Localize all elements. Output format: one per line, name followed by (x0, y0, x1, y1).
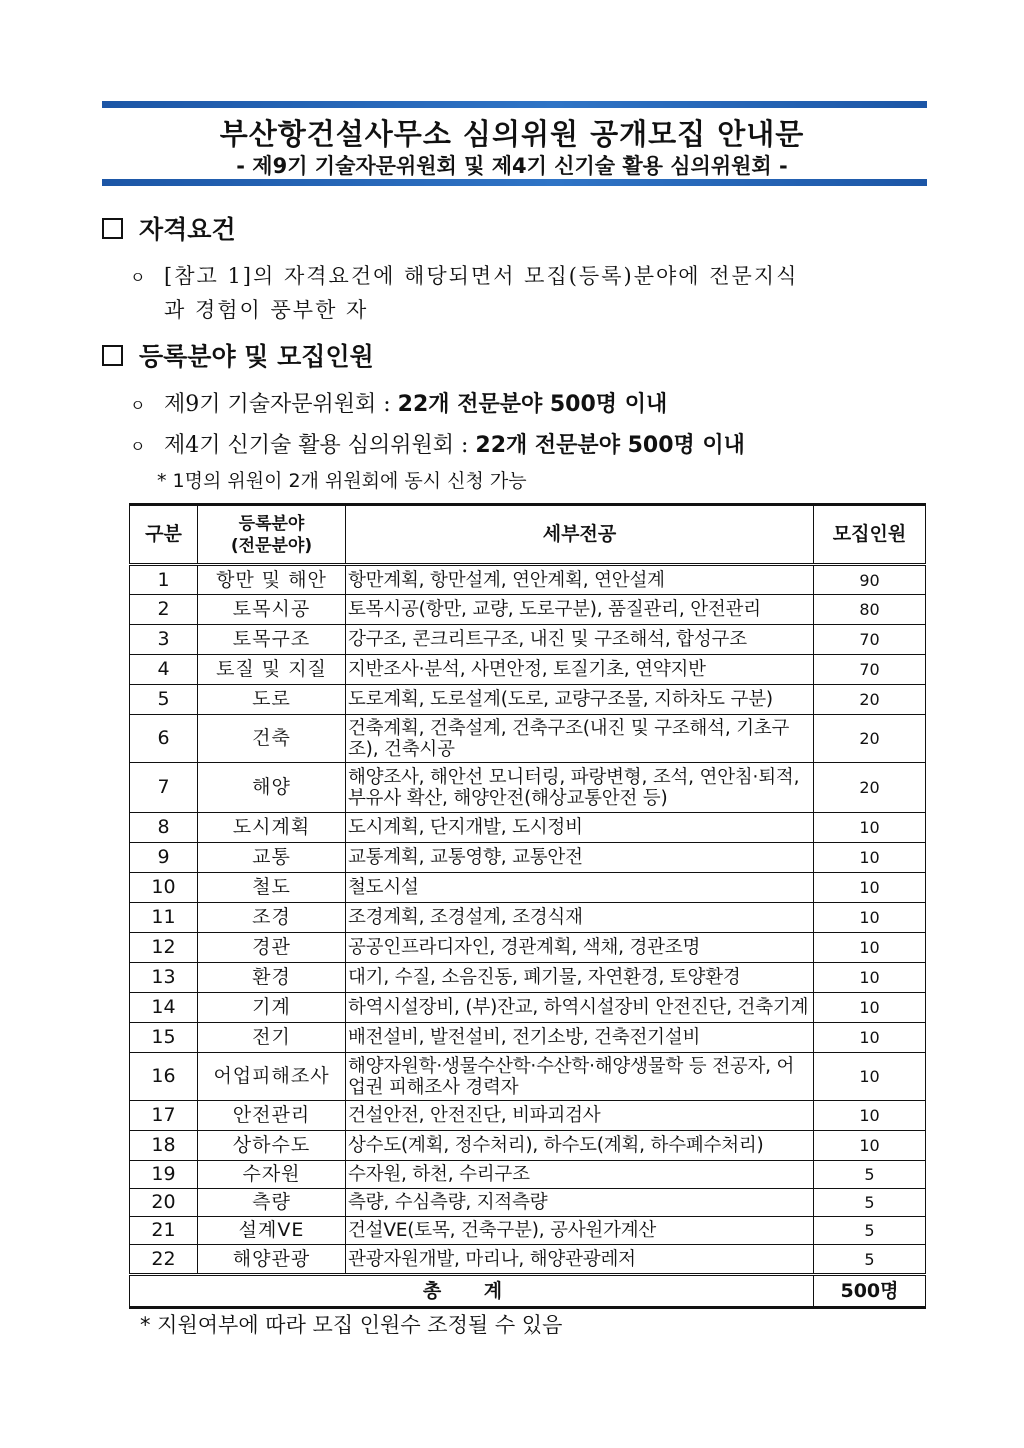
row-field: 도시계획 (198, 813, 346, 843)
table-row (130, 715, 926, 763)
row-count: 5 (814, 1189, 926, 1217)
header-no: 구분 (130, 505, 198, 565)
table-row (130, 933, 926, 963)
row-number: 2 (130, 595, 198, 625)
registration-note: * 1명의 위원이 2개 위원회에 동시 신청 가능 (157, 470, 527, 492)
section-heading-text: 등록분야 및 모집인원 (139, 342, 374, 371)
row-field: 경관 (198, 933, 346, 963)
row-field: 토질 및 지질 (198, 655, 346, 685)
checkbox-square-icon (102, 218, 123, 239)
row-field: 토목시공 (198, 595, 346, 625)
row-count: 10 (814, 903, 926, 933)
row-field: 해양관광 (198, 1245, 346, 1275)
row-field: 측량 (198, 1189, 346, 1217)
row-detail: 수자원, 하천, 수리구조 (346, 1161, 814, 1189)
registration-item-value: 22개 전문분야 500명 이내 (475, 433, 745, 458)
row-count: 20 (814, 763, 926, 813)
document-subtitle: - 제9기 기술자문위원회 및 제4기 신기술 활용 심의위원회 - (236, 154, 788, 178)
table-row (130, 1189, 926, 1217)
row-count: 10 (814, 1131, 926, 1161)
row-field: 환경 (198, 963, 346, 993)
row-field: 안전관리 (198, 1101, 346, 1131)
row-field: 도로 (198, 685, 346, 715)
table-row (130, 873, 926, 903)
row-number: 22 (130, 1245, 198, 1275)
table-total-row (130, 1275, 926, 1308)
row-count: 70 (814, 655, 926, 685)
row-number: 1 (130, 565, 198, 595)
row-number: 13 (130, 963, 198, 993)
table-row (130, 625, 926, 655)
row-detail: 배전설비, 발전설비, 전기소방, 건축전기설비 (346, 1023, 814, 1053)
row-detail: 항만계획, 항만설계, 연안계획, 연안설계 (346, 565, 814, 595)
registration-item-label: 제9기 기술자문위원회 : (164, 392, 398, 417)
row-count: 10 (814, 1053, 926, 1101)
checkbox-square-icon (102, 345, 123, 366)
table-row (130, 903, 926, 933)
row-count: 10 (814, 1101, 926, 1131)
row-number: 14 (130, 993, 198, 1023)
row-number: 6 (130, 715, 198, 763)
title-top-rule (102, 101, 927, 108)
row-number: 5 (130, 685, 198, 715)
row-field: 토목구조 (198, 625, 346, 655)
row-count: 70 (814, 625, 926, 655)
row-count: 10 (814, 1023, 926, 1053)
row-number: 20 (130, 1189, 198, 1217)
table-row (130, 1217, 926, 1245)
row-count: 20 (814, 685, 926, 715)
row-detail: 상수도(계획, 정수처리), 하수도(계획, 하수폐수처리) (346, 1131, 814, 1161)
row-field: 해양 (198, 763, 346, 813)
title-bottom-rule (102, 179, 927, 186)
row-count: 10 (814, 873, 926, 903)
section-heading-qualification (102, 210, 236, 246)
table-row (130, 963, 926, 993)
row-field: 전기 (198, 1023, 346, 1053)
row-detail: 철도시설 (346, 873, 814, 903)
row-count: 5 (814, 1245, 926, 1275)
row-count: 10 (814, 843, 926, 873)
row-count: 10 (814, 813, 926, 843)
row-count: 80 (814, 595, 926, 625)
row-detail: 도로계획, 도로설계(도로, 교량구조물, 지하차도 구분) (346, 685, 814, 715)
header-detail: 세부전공 (346, 505, 814, 565)
row-number: 8 (130, 813, 198, 843)
table-row (130, 1161, 926, 1189)
row-number: 17 (130, 1101, 198, 1131)
row-field: 철도 (198, 873, 346, 903)
row-detail: 건축계획, 건축설계, 건축구조(내진 및 구조해석, 기초구조), 건축시공 (346, 715, 814, 763)
row-detail: 해양조사, 해안선 모니터링, 파랑변형, 조석, 연안침·퇴적, 부유사 확산, 해양안전(해상교통안전 등) (346, 763, 814, 813)
row-detail: 측량, 수심측량, 지적측량 (346, 1189, 814, 1217)
row-number: 9 (130, 843, 198, 873)
row-detail: 교통계획, 교통영향, 교통안전 (346, 843, 814, 873)
header-count: 모집인원 (814, 505, 926, 565)
header-field-line2: (전문분야) (230, 535, 313, 556)
table-row (130, 565, 926, 595)
registration-item-label: 제4기 신기술 활용 심의위원회 : (164, 433, 476, 458)
table-row (130, 1053, 926, 1101)
circle-bullet-icon: ㅇ (130, 437, 146, 456)
row-number: 11 (130, 903, 198, 933)
row-number: 16 (130, 1053, 198, 1101)
row-number: 18 (130, 1131, 198, 1161)
table-body (130, 565, 926, 1275)
row-count: 10 (814, 993, 926, 1023)
total-value: 500명 (814, 1275, 926, 1308)
row-detail: 도시계획, 단지개발, 도시정비 (346, 813, 814, 843)
section-heading-registration (102, 337, 374, 373)
row-count: 20 (814, 715, 926, 763)
row-field: 항만 및 해안 (198, 565, 346, 595)
row-detail: 토목시공(항만, 교량, 도로구분), 품질관리, 안전관리 (346, 595, 814, 625)
table-row (130, 595, 926, 625)
row-number: 21 (130, 1217, 198, 1245)
section-heading-text: 자격요건 (139, 215, 236, 244)
circle-bullet-icon: ㅇ (130, 268, 148, 287)
table-row (130, 843, 926, 873)
row-detail: 공공인프라디자인, 경관계획, 색채, 경관조명 (346, 933, 814, 963)
table-row (130, 813, 926, 843)
table-header-row (130, 505, 926, 565)
row-detail: 지반조사·분석, 사면안정, 토질기초, 연약지반 (346, 655, 814, 685)
qualification-text-line1: [참고 1]의 자격요건에 해당되면서 모집(등록)분야에 전문지식 (164, 264, 799, 288)
table-row (130, 993, 926, 1023)
header-field-line1: 등록분야 (238, 513, 305, 534)
qualification-text-line2: 과 경험이 풍부한 자 (164, 298, 369, 322)
footer-note: * 지원여부에 따라 모집 인원수 조정될 수 있음 (140, 1313, 563, 1337)
registration-item (130, 387, 667, 418)
row-field: 교통 (198, 843, 346, 873)
table-row (130, 655, 926, 685)
table-row (130, 1023, 926, 1053)
row-count: 10 (814, 963, 926, 993)
registration-item (130, 428, 745, 459)
row-field: 건축 (198, 715, 346, 763)
row-field: 수자원 (198, 1161, 346, 1189)
row-detail: 대기, 수질, 소음진동, 폐기물, 자연환경, 토양환경 (346, 963, 814, 993)
circle-bullet-icon: ㅇ (130, 396, 146, 415)
row-field: 어업피해조사 (198, 1053, 346, 1101)
table-row (130, 1131, 926, 1161)
row-field: 기계 (198, 993, 346, 1023)
row-number: 4 (130, 655, 198, 685)
table-row (130, 763, 926, 813)
row-count: 5 (814, 1161, 926, 1189)
qualification-bullet (130, 260, 930, 326)
row-detail: 해양자원학·생물수산학·수산학·해양생물학 등 전공자, 어업권 피해조사 경력자 (346, 1053, 814, 1101)
table-row (130, 1245, 926, 1275)
table-row (130, 1101, 926, 1131)
row-number: 3 (130, 625, 198, 655)
row-detail: 하역시설장비, (부)잔교, 하역시설장비 안전진단, 건축기계 (346, 993, 814, 1023)
row-field: 상하수도 (198, 1131, 346, 1161)
row-field: 설계VE (198, 1217, 346, 1245)
row-number: 12 (130, 933, 198, 963)
row-detail: 건설VE(토목, 건축구분), 공사원가계산 (346, 1217, 814, 1245)
row-number: 15 (130, 1023, 198, 1053)
row-detail: 관광자원개발, 마리나, 해양관광레저 (346, 1245, 814, 1275)
header-field (198, 505, 346, 565)
row-count: 90 (814, 565, 926, 595)
recruitment-table (129, 503, 926, 1309)
row-number: 7 (130, 763, 198, 813)
row-count: 10 (814, 933, 926, 963)
row-count: 5 (814, 1217, 926, 1245)
row-field: 조경 (198, 903, 346, 933)
document-title: 부산항건설사무소 심의위원 공개모집 안내문 (219, 117, 805, 151)
row-detail: 조경계획, 조경설계, 조경식재 (346, 903, 814, 933)
total-label: 총 계 (130, 1275, 814, 1308)
registration-item-value: 22개 전문분야 500명 이내 (397, 392, 668, 417)
row-number: 19 (130, 1161, 198, 1189)
row-detail: 강구조, 콘크리트구조, 내진 및 구조해석, 합성구조 (346, 625, 814, 655)
row-number: 10 (130, 873, 198, 903)
row-detail: 건설안전, 안전진단, 비파괴검사 (346, 1101, 814, 1131)
table-row (130, 685, 926, 715)
